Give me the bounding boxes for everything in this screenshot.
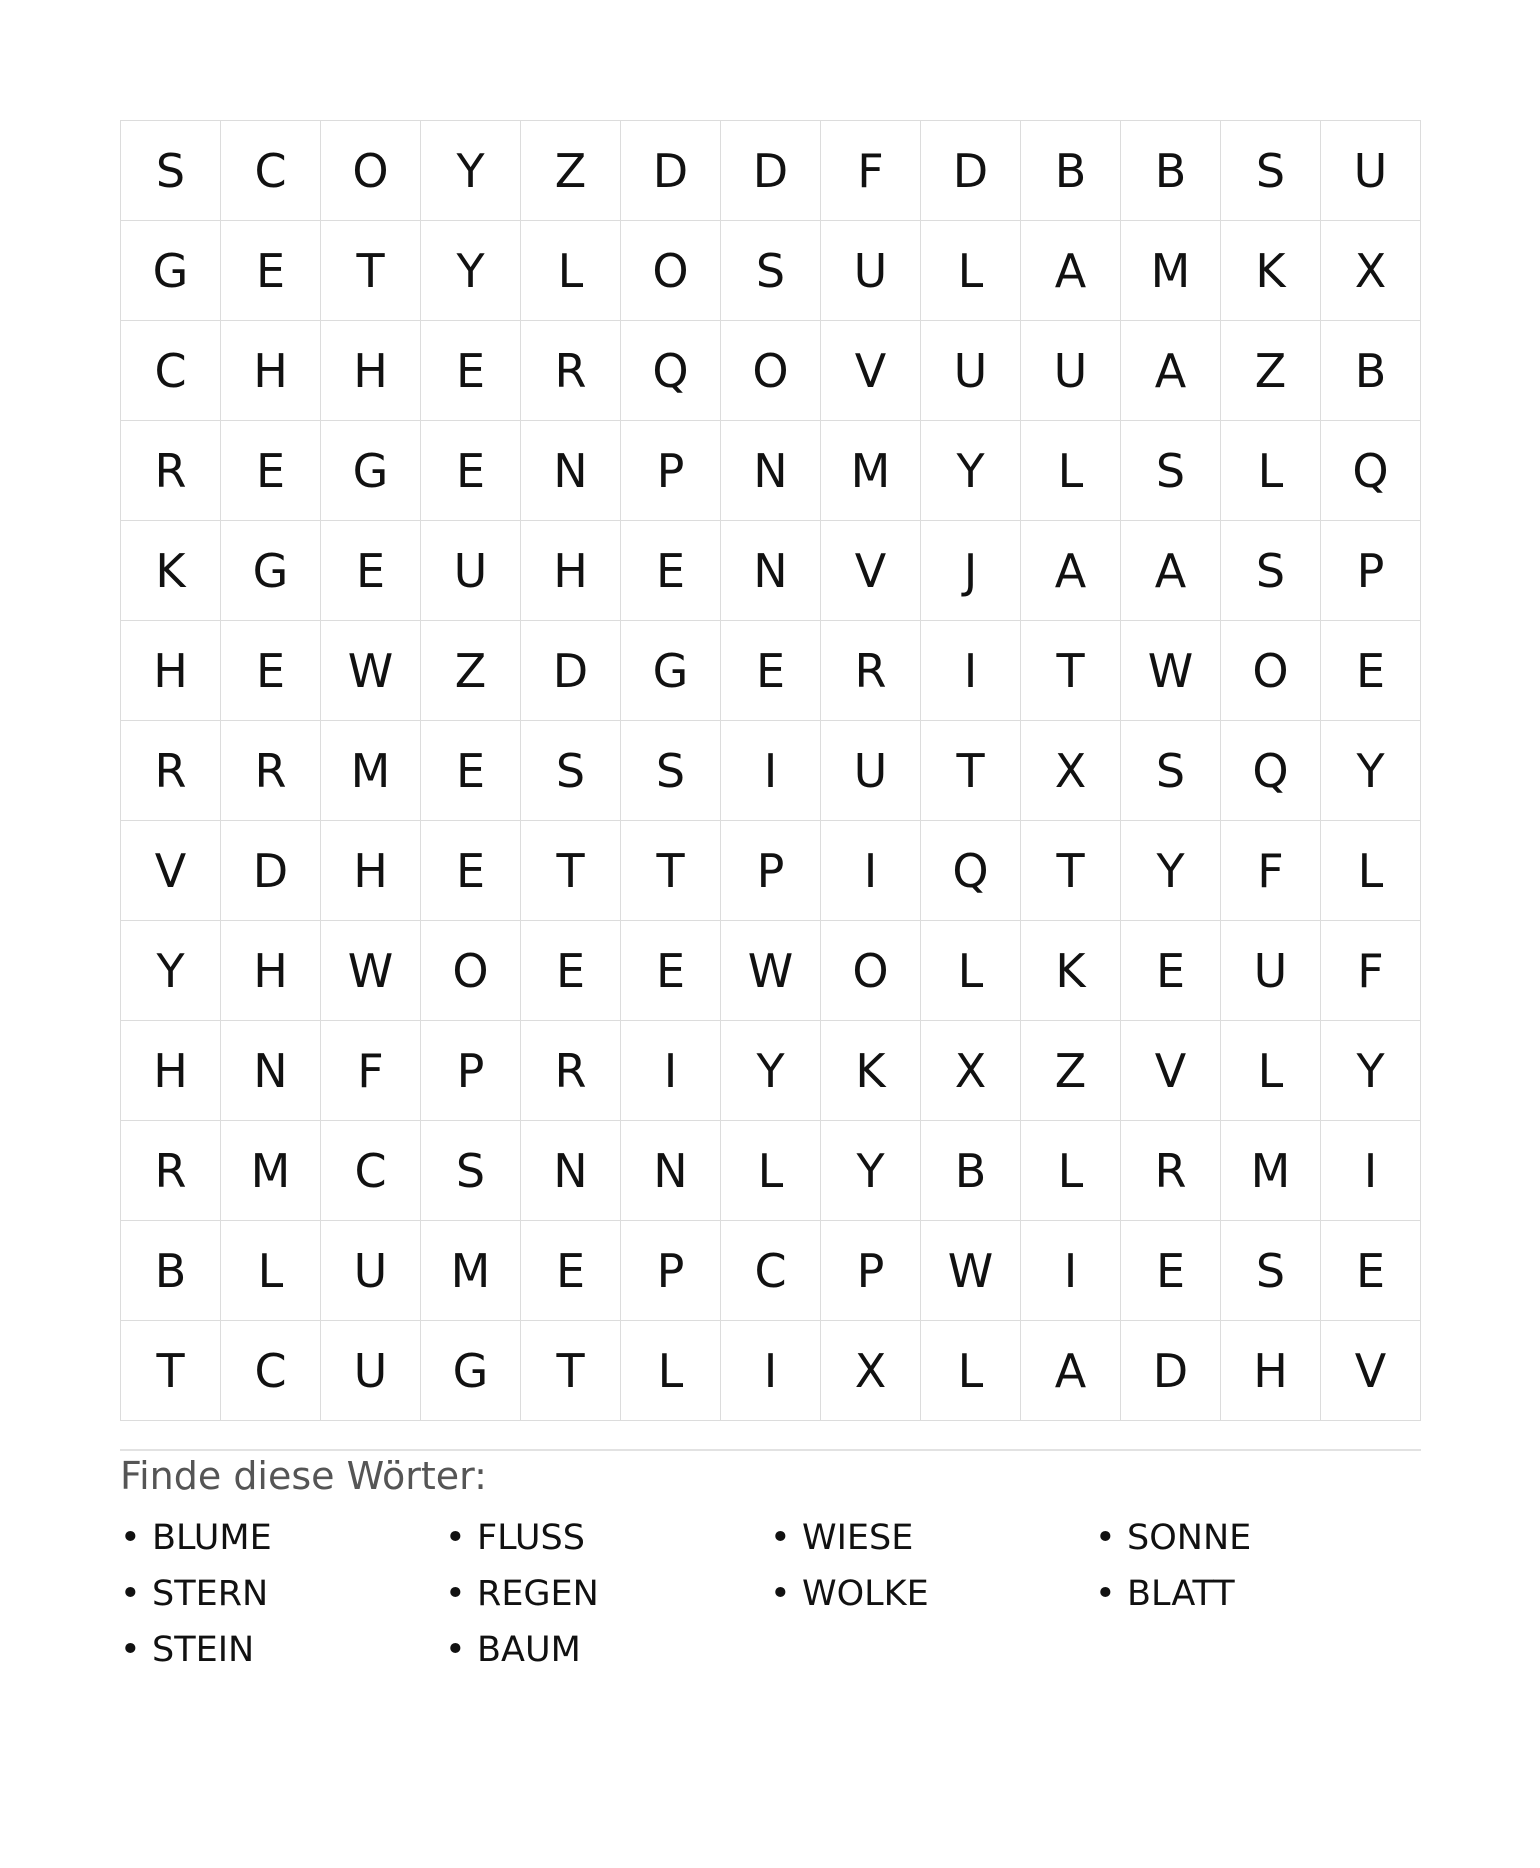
grid-cell[interactable]: Y bbox=[1121, 821, 1221, 921]
grid-cell[interactable]: T bbox=[1021, 821, 1121, 921]
grid-cell[interactable]: R bbox=[121, 421, 221, 521]
grid-cell[interactable]: O bbox=[621, 221, 721, 321]
grid-cell[interactable]: I bbox=[1021, 1221, 1121, 1321]
grid-cell[interactable]: G bbox=[221, 521, 321, 621]
grid-cell[interactable]: W bbox=[321, 621, 421, 721]
grid-cell[interactable]: U bbox=[1321, 121, 1421, 221]
grid-cell[interactable]: E bbox=[421, 421, 521, 521]
grid-cell[interactable]: S bbox=[1121, 421, 1221, 521]
grid-cell[interactable]: P bbox=[721, 821, 821, 921]
bullet-icon: • bbox=[120, 1630, 141, 1670]
word-label: BAUM bbox=[477, 1630, 581, 1670]
grid-cell[interactable]: E bbox=[421, 821, 521, 921]
grid-cell[interactable]: L bbox=[921, 1321, 1021, 1421]
grid-cell[interactable]: B bbox=[1121, 121, 1221, 221]
grid-cell[interactable]: T bbox=[521, 821, 621, 921]
grid-cell[interactable]: L bbox=[721, 1121, 821, 1221]
grid-cell[interactable]: E bbox=[721, 621, 821, 721]
grid-cell[interactable]: R bbox=[121, 1121, 221, 1221]
word-label: FLUSS bbox=[477, 1518, 585, 1558]
grid-cell[interactable]: T bbox=[321, 221, 421, 321]
grid-cell[interactable]: M bbox=[821, 421, 921, 521]
grid-cell[interactable]: F bbox=[321, 1021, 421, 1121]
word-label: BLATT bbox=[1127, 1574, 1235, 1614]
grid-cell[interactable]: U bbox=[821, 221, 921, 321]
grid-cell[interactable]: Z bbox=[1221, 321, 1321, 421]
grid-cell[interactable]: N bbox=[521, 1121, 621, 1221]
grid-cell[interactable]: D bbox=[521, 621, 621, 721]
grid-cell[interactable]: E bbox=[221, 421, 321, 521]
grid-cell[interactable]: W bbox=[721, 921, 821, 1021]
grid-cell[interactable]: Y bbox=[821, 1121, 921, 1221]
grid-cell[interactable]: K bbox=[1021, 921, 1121, 1021]
word-list-item bbox=[120, 1622, 445, 1678]
word-list-item bbox=[120, 1510, 445, 1566]
grid-cell[interactable]: E bbox=[421, 721, 521, 821]
grid-cell[interactable]: H bbox=[321, 321, 421, 421]
grid-cell[interactable]: X bbox=[921, 1021, 1021, 1121]
grid-cell[interactable]: P bbox=[821, 1221, 921, 1321]
word-label: STEIN bbox=[152, 1630, 255, 1670]
grid-cell[interactable]: T bbox=[921, 721, 1021, 821]
grid-cell[interactable]: T bbox=[521, 1321, 621, 1421]
grid-cell[interactable]: L bbox=[221, 1221, 321, 1321]
grid-cell[interactable]: S bbox=[1221, 521, 1321, 621]
grid-cell[interactable]: P bbox=[1321, 521, 1421, 621]
grid-cell[interactable]: C bbox=[121, 321, 221, 421]
grid-cell[interactable]: T bbox=[121, 1321, 221, 1421]
grid-cell[interactable]: G bbox=[621, 621, 721, 721]
grid-cell[interactable]: H bbox=[321, 821, 421, 921]
grid-cell[interactable]: E bbox=[221, 221, 321, 321]
grid-cell[interactable]: N bbox=[521, 421, 621, 521]
grid-cell[interactable]: Y bbox=[1321, 721, 1421, 821]
grid-cell[interactable]: H bbox=[1221, 1321, 1321, 1421]
grid-cell[interactable]: C bbox=[721, 1221, 821, 1321]
grid-cell[interactable]: Y bbox=[421, 221, 521, 321]
grid-cell[interactable]: L bbox=[1221, 421, 1321, 521]
word-list-item bbox=[1095, 1566, 1420, 1622]
grid-cell[interactable]: R bbox=[221, 721, 321, 821]
grid-cell[interactable]: E bbox=[621, 521, 721, 621]
grid-cell[interactable]: O bbox=[821, 921, 921, 1021]
grid-cell[interactable]: N bbox=[221, 1021, 321, 1121]
grid-cell[interactable]: X bbox=[821, 1321, 921, 1421]
grid-cell[interactable]: Y bbox=[921, 421, 1021, 521]
bullet-icon: • bbox=[1095, 1518, 1116, 1558]
grid-cell[interactable]: Y bbox=[1321, 1021, 1421, 1121]
grid-cell[interactable]: O bbox=[421, 921, 521, 1021]
grid-cell[interactable]: Y bbox=[421, 121, 521, 221]
grid-cell[interactable]: L bbox=[921, 221, 1021, 321]
grid-cell[interactable]: Z bbox=[521, 121, 621, 221]
word-label: REGEN bbox=[477, 1574, 599, 1614]
grid-cell[interactable]: L bbox=[521, 221, 621, 321]
word-list-item bbox=[445, 1566, 770, 1622]
grid-cell[interactable]: E bbox=[521, 1221, 621, 1321]
grid-cell[interactable]: W bbox=[321, 921, 421, 1021]
grid-cell[interactable]: D bbox=[921, 121, 1021, 221]
grid-cell[interactable]: N bbox=[721, 521, 821, 621]
grid-cell[interactable]: A bbox=[1121, 321, 1221, 421]
grid-cell[interactable]: C bbox=[321, 1121, 421, 1221]
grid-cell[interactable]: U bbox=[821, 721, 921, 821]
grid-cell[interactable]: H bbox=[121, 621, 221, 721]
bullet-icon: • bbox=[120, 1574, 141, 1614]
grid-cell[interactable]: O bbox=[1221, 621, 1321, 721]
grid-cell[interactable]: E bbox=[1121, 921, 1221, 1021]
word-list-item bbox=[770, 1566, 1095, 1622]
word-list bbox=[120, 1510, 1421, 1678]
word-list-heading: Finde diese Wörter: bbox=[120, 1454, 487, 1498]
grid-cell[interactable]: P bbox=[621, 1221, 721, 1321]
grid-cell[interactable]: H bbox=[121, 1021, 221, 1121]
grid-cell[interactable]: S bbox=[1221, 1221, 1321, 1321]
grid-cell[interactable]: G bbox=[121, 221, 221, 321]
grid-cell[interactable]: S bbox=[721, 221, 821, 321]
grid-cell[interactable]: G bbox=[321, 421, 421, 521]
grid-cell[interactable]: Q bbox=[621, 321, 721, 421]
grid-cell[interactable]: R bbox=[121, 721, 221, 821]
grid-cell[interactable]: E bbox=[1321, 1221, 1421, 1321]
grid-cell[interactable]: F bbox=[821, 121, 921, 221]
grid-cell[interactable]: D bbox=[1121, 1321, 1221, 1421]
grid-cell[interactable]: R bbox=[521, 1021, 621, 1121]
grid-cell[interactable]: H bbox=[221, 321, 321, 421]
grid-cell[interactable]: B bbox=[121, 1221, 221, 1321]
grid-cell[interactable]: M bbox=[221, 1121, 321, 1221]
grid-cell[interactable]: A bbox=[1021, 1321, 1121, 1421]
grid-cell[interactable]: E bbox=[1121, 1221, 1221, 1321]
grid-cell[interactable]: I bbox=[721, 1321, 821, 1421]
grid-cell[interactable]: I bbox=[821, 821, 921, 921]
grid-cell[interactable]: U bbox=[321, 1221, 421, 1321]
grid-cell[interactable]: O bbox=[321, 121, 421, 221]
grid-cell[interactable]: S bbox=[121, 121, 221, 221]
grid-cell[interactable]: V bbox=[821, 321, 921, 421]
grid-cell[interactable]: U bbox=[921, 321, 1021, 421]
grid-cell[interactable]: Y bbox=[721, 1021, 821, 1121]
word-label: BLUME bbox=[152, 1518, 272, 1558]
grid-cell[interactable]: L bbox=[1321, 821, 1421, 921]
bullet-icon: • bbox=[770, 1518, 791, 1558]
grid-cell[interactable]: B bbox=[1021, 121, 1121, 221]
grid-cell[interactable]: W bbox=[921, 1221, 1021, 1321]
grid-cell[interactable]: J bbox=[921, 521, 1021, 621]
grid-cell[interactable]: N bbox=[621, 1121, 721, 1221]
grid-cell[interactable]: K bbox=[821, 1021, 921, 1121]
grid-cell[interactable]: E bbox=[421, 321, 521, 421]
grid-cell[interactable]: H bbox=[221, 921, 321, 1021]
bullet-icon: • bbox=[445, 1574, 466, 1614]
grid-cell[interactable]: K bbox=[121, 521, 221, 621]
grid-cell[interactable]: U bbox=[1021, 321, 1121, 421]
grid-cell[interactable]: X bbox=[1321, 221, 1421, 321]
grid-cell[interactable]: H bbox=[521, 521, 621, 621]
grid-cell[interactable]: T bbox=[621, 821, 721, 921]
divider bbox=[120, 1449, 1421, 1451]
grid-cell[interactable]: G bbox=[421, 1321, 521, 1421]
grid-cell[interactable]: U bbox=[1221, 921, 1321, 1021]
grid-cell[interactable]: E bbox=[521, 921, 621, 1021]
grid-cell[interactable]: M bbox=[1121, 221, 1221, 321]
grid-cell[interactable]: L bbox=[1021, 1121, 1121, 1221]
bullet-icon: • bbox=[445, 1518, 466, 1558]
grid-cell[interactable]: O bbox=[721, 321, 821, 421]
grid-cell[interactable]: U bbox=[321, 1321, 421, 1421]
grid-cell[interactable]: Q bbox=[1321, 421, 1421, 521]
grid-cell[interactable]: I bbox=[621, 1021, 721, 1121]
grid-cell[interactable]: V bbox=[121, 821, 221, 921]
grid-cell[interactable]: Y bbox=[121, 921, 221, 1021]
grid-cell[interactable]: D bbox=[621, 121, 721, 221]
letter-grid bbox=[120, 120, 1421, 1421]
grid-cell[interactable]: A bbox=[1121, 521, 1221, 621]
grid-cell[interactable]: X bbox=[1021, 721, 1121, 821]
grid-cell[interactable]: A bbox=[1021, 221, 1121, 321]
bullet-icon: • bbox=[1095, 1574, 1116, 1614]
grid-cell[interactable]: Z bbox=[421, 621, 521, 721]
grid-cell[interactable]: M bbox=[421, 1221, 521, 1321]
grid-cell[interactable]: E bbox=[1321, 621, 1421, 721]
grid-cell[interactable]: E bbox=[621, 921, 721, 1021]
grid-cell[interactable]: T bbox=[1021, 621, 1121, 721]
grid-cell[interactable]: I bbox=[921, 621, 1021, 721]
grid-cell[interactable]: Q bbox=[1221, 721, 1321, 821]
grid-cell[interactable]: R bbox=[1121, 1121, 1221, 1221]
grid-cell[interactable]: D bbox=[221, 821, 321, 921]
word-label: WOLKE bbox=[802, 1574, 929, 1614]
grid-cell[interactable]: I bbox=[721, 721, 821, 821]
grid-cell[interactable]: V bbox=[1321, 1321, 1421, 1421]
word-label: WIESE bbox=[802, 1518, 914, 1558]
bullet-icon: • bbox=[120, 1518, 141, 1558]
grid-cell[interactable]: Z bbox=[1021, 1021, 1121, 1121]
grid-cell[interactable]: Q bbox=[921, 821, 1021, 921]
grid-cell[interactable]: W bbox=[1121, 621, 1221, 721]
grid-cell[interactable]: L bbox=[621, 1321, 721, 1421]
word-list-item bbox=[1095, 1510, 1420, 1566]
word-label: SONNE bbox=[1127, 1518, 1252, 1558]
grid-cell[interactable]: I bbox=[1321, 1121, 1421, 1221]
grid-cell[interactable]: V bbox=[821, 521, 921, 621]
grid-cell[interactable]: S bbox=[521, 721, 621, 821]
word-list-item bbox=[120, 1566, 445, 1622]
grid-cell[interactable]: S bbox=[421, 1121, 521, 1221]
grid-cell[interactable]: C bbox=[221, 1321, 321, 1421]
grid-cell[interactable]: U bbox=[421, 521, 521, 621]
grid-cell[interactable]: R bbox=[521, 321, 621, 421]
bullet-icon: • bbox=[770, 1574, 791, 1614]
grid-cell[interactable]: B bbox=[921, 1121, 1021, 1221]
word-list-item bbox=[770, 1510, 1095, 1566]
grid-cell[interactable]: S bbox=[1121, 721, 1221, 821]
grid-cell[interactable]: F bbox=[1221, 821, 1321, 921]
grid-cell[interactable]: D bbox=[721, 121, 821, 221]
grid-cell[interactable]: B bbox=[1321, 321, 1421, 421]
grid-cell[interactable]: R bbox=[821, 621, 921, 721]
word-list-item bbox=[445, 1510, 770, 1566]
grid-cell[interactable]: E bbox=[321, 521, 421, 621]
grid-cell[interactable]: S bbox=[621, 721, 721, 821]
grid-cell[interactable]: F bbox=[1321, 921, 1421, 1021]
grid-cell[interactable]: L bbox=[921, 921, 1021, 1021]
grid-cell[interactable]: M bbox=[321, 721, 421, 821]
grid-cell[interactable]: P bbox=[621, 421, 721, 521]
grid-cell[interactable]: N bbox=[721, 421, 821, 521]
grid-cell[interactable]: A bbox=[1021, 521, 1121, 621]
grid-cell[interactable]: L bbox=[1221, 1021, 1321, 1121]
grid-cell[interactable]: P bbox=[421, 1021, 521, 1121]
grid-cell[interactable]: K bbox=[1221, 221, 1321, 321]
grid-cell[interactable]: S bbox=[1221, 121, 1321, 221]
word-list-item bbox=[445, 1622, 770, 1678]
bullet-icon: • bbox=[445, 1630, 466, 1670]
word-label: STERN bbox=[152, 1574, 269, 1614]
grid-cell[interactable]: L bbox=[1021, 421, 1121, 521]
grid-cell[interactable]: V bbox=[1121, 1021, 1221, 1121]
grid-cell[interactable]: E bbox=[221, 621, 321, 721]
grid-cell[interactable]: M bbox=[1221, 1121, 1321, 1221]
grid-cell[interactable]: C bbox=[221, 121, 321, 221]
